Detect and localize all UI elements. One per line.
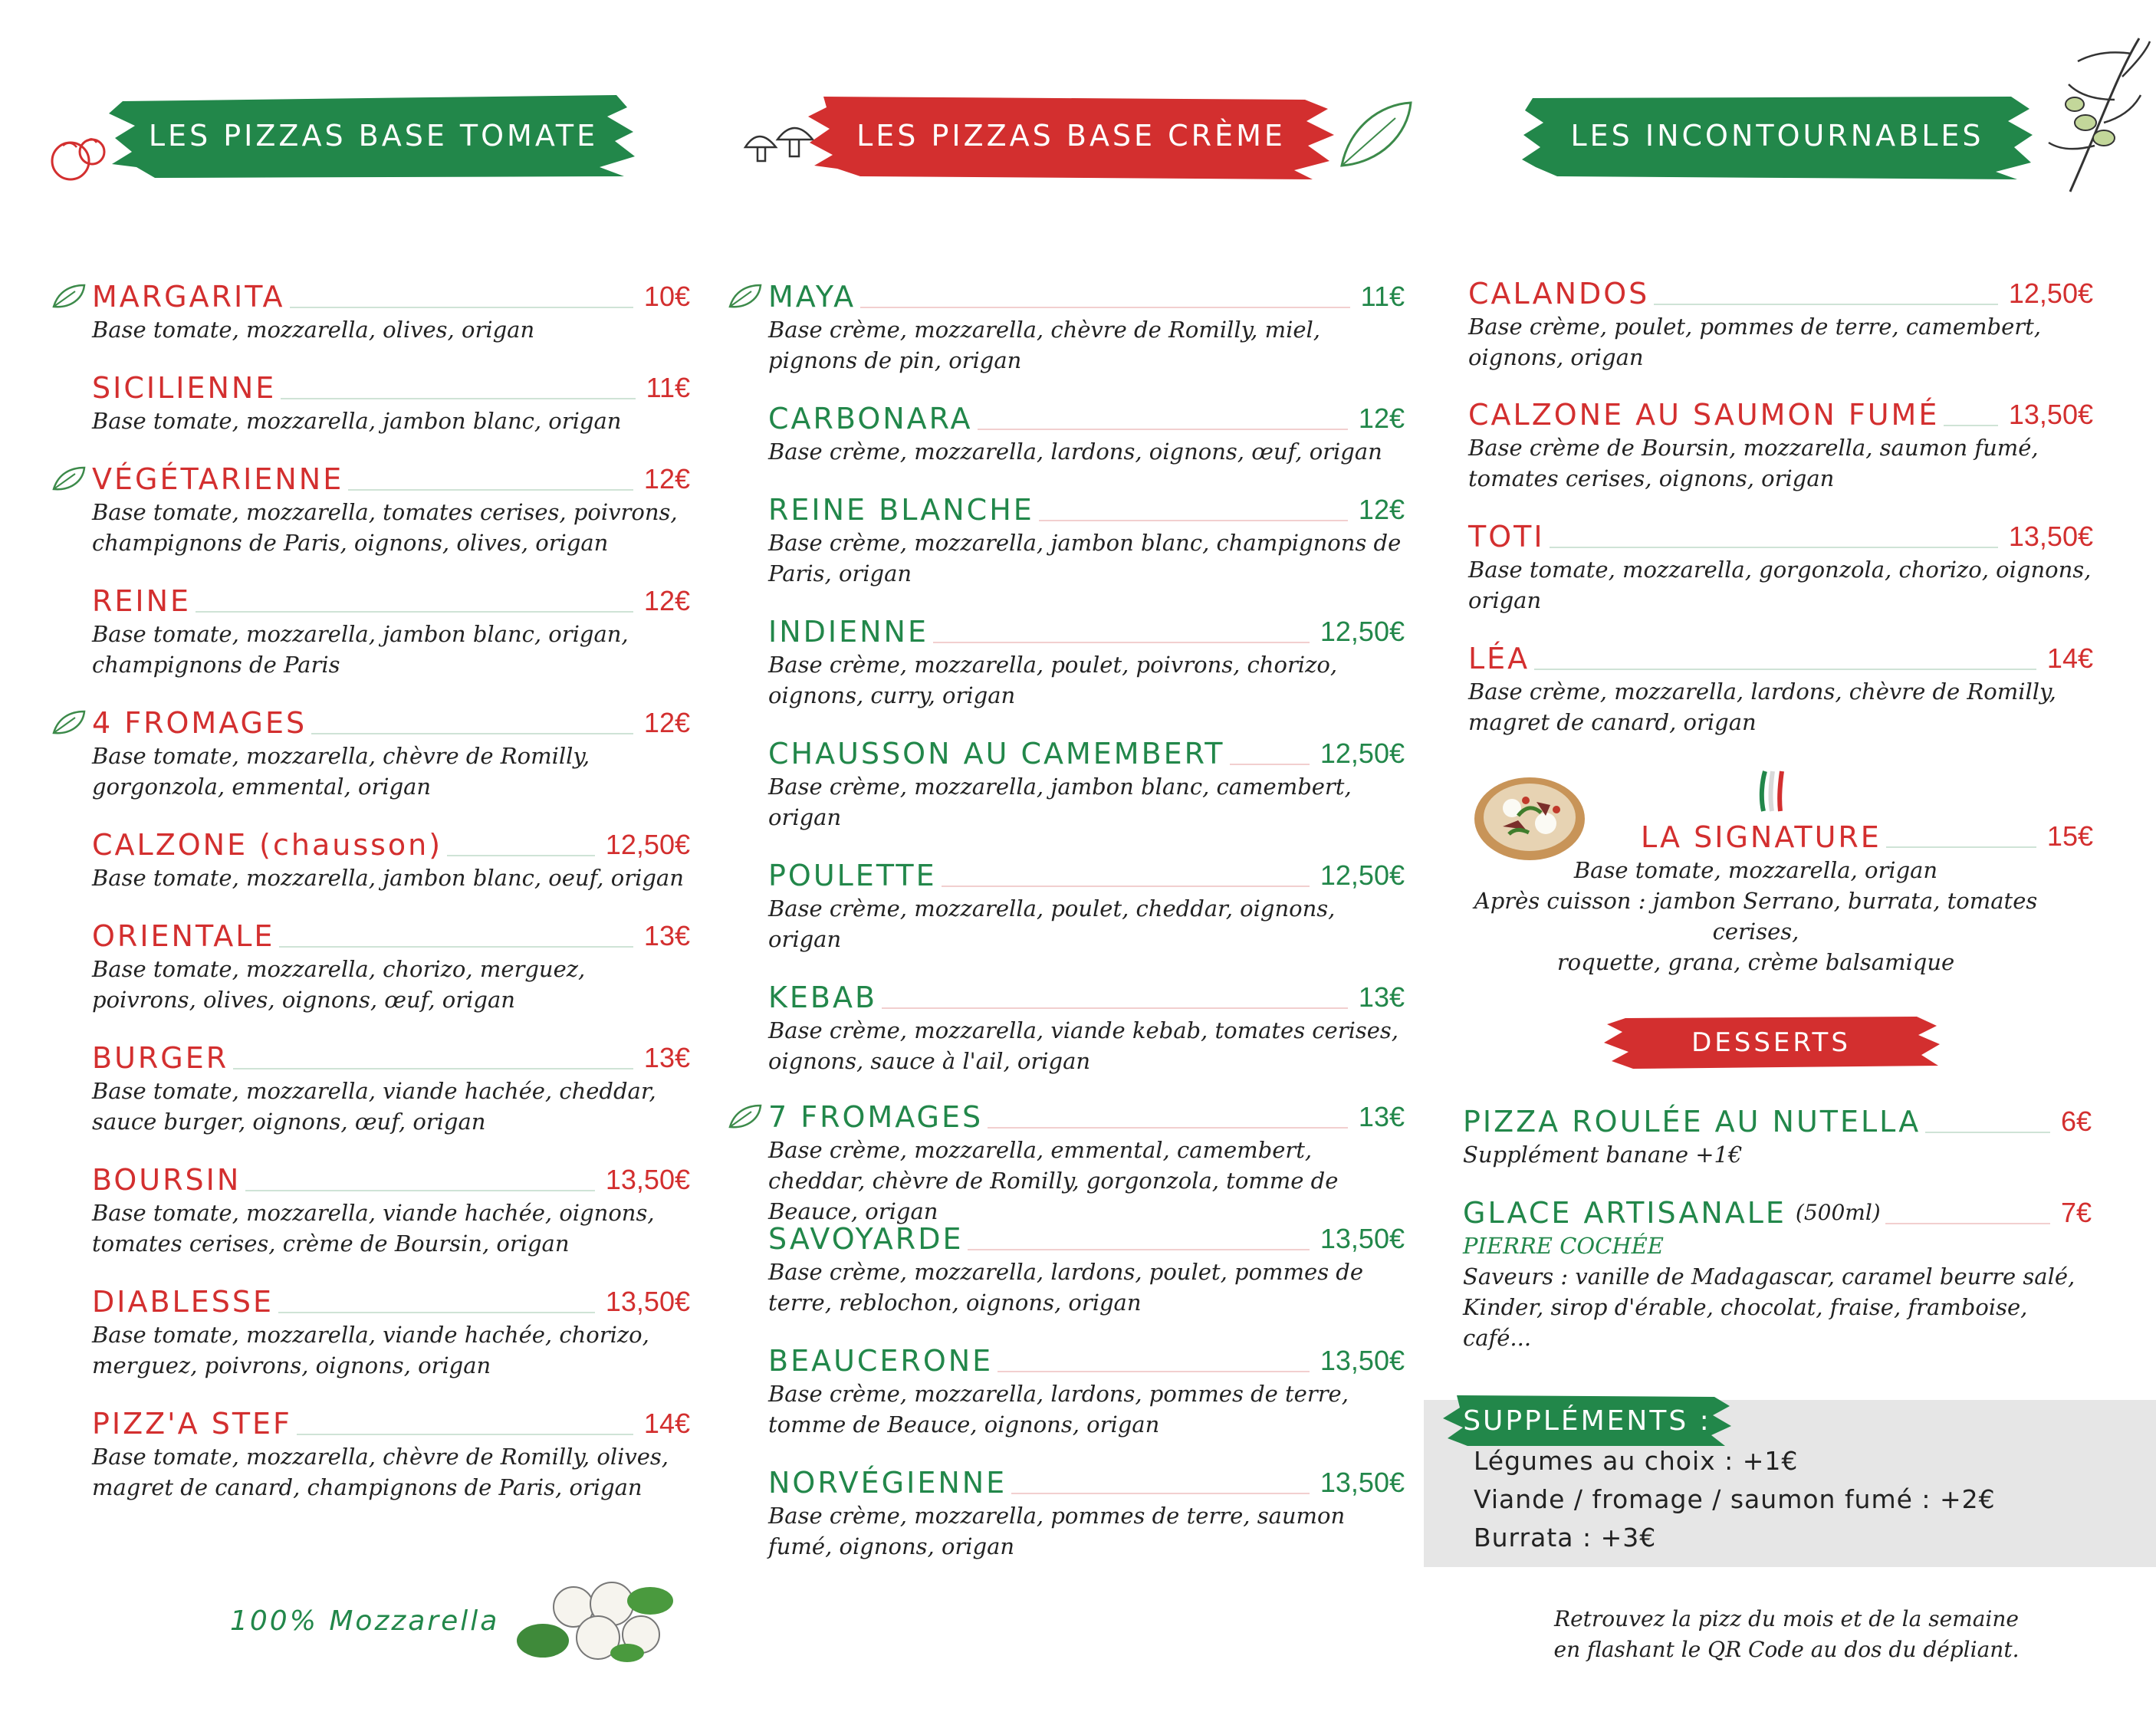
leader-line [978,429,1348,430]
item-name: CARBONARA [768,402,973,435]
leader-line [278,1312,595,1313]
item-name: PIZZ'A STEF [92,1407,292,1441]
item-name: PIZZA ROULÉE AU NUTELLA [1463,1105,1921,1138]
footer-line: Retrouvez la pizz du mois et de la semaine [1554,1606,2019,1631]
item-name: MAYA [768,280,856,314]
item-description: Base tomate, mozzarella, chèvre de Romilly, olives, magret de canard, champignons de Paris, origan [92,1444,669,1500]
item-price: 12,50€ [1320,738,1405,769]
menu-item-calzone-saumon [1468,397,2093,494]
leader-line [942,886,1310,887]
signature-desc-line: Base tomate, mozzarella, origan [1573,857,1938,883]
item-description: Base crème, mozzarella, chèvre de Romilly, miel, pignons de pin, origan [768,317,1321,373]
item-name: GLACE ARTISANALE [1463,1196,1786,1230]
menu-item-toti [1468,519,2093,616]
menu-item-4-fromages [92,705,690,802]
item-price: 12€ [643,463,690,495]
header-creme [807,90,1336,181]
menu-item-burger [92,1040,690,1137]
item-price: 12,50€ [605,829,690,860]
item-price: 13€ [1358,1101,1405,1132]
item-name: SICILIENNE [92,371,277,405]
footer-line: en flashant le QR Code au dos du dépliant. [1553,1637,2020,1662]
item-price: 7€ [2060,1197,2092,1228]
item-description: Base tomate, mozzarella, viande hachée, oignons, tomates cerises, crème de Boursin, origan [92,1200,655,1257]
item-description: Base crème, mozzarella, poulet, poivrons, chorizo, oignons, curry, origan [768,652,1338,708]
item-description: Base crème, poulet, pommes de terre, camembert, oignons, origan [1468,314,2041,370]
signature-name: LA SIGNATURE [1641,820,1882,854]
leader-line [882,1007,1348,1009]
item-name: DIABLESSE [92,1285,274,1319]
item-description: Base tomate, mozzarella, jambon blanc, oeuf, origan [92,865,684,891]
item-description: Base tomate, mozzarella, gorgonzola, chorizo, oignons, origan [1468,557,2092,613]
brand-name: PIERRE COCHÉE [1463,1233,1664,1259]
leader-line [297,1434,633,1435]
pizza-photo [1472,770,1587,865]
leader-line [1039,520,1348,521]
item-description: Base tomate, mozzarella, chèvre de Romilly, gorgonzola, emmental, origan [92,743,590,800]
item-price: 13,50€ [1320,1467,1405,1498]
item-name: ORIENTALE [92,919,275,953]
item-size: (500ml) [1795,1200,1881,1225]
item-price: 13,50€ [605,1164,690,1195]
menu-item-norvegienne [768,1465,1405,1562]
menu-item-vegetarienne [92,462,690,558]
item-price: 13,50€ [1320,1345,1405,1376]
item-name: SAVOYARDE [768,1222,964,1256]
item-description: Base crème de Boursin, mozzarella, saumon fumé, tomates cerises, oignons, origan [1468,435,2039,491]
item-name: 4 FROMAGES [92,706,307,740]
menu-item-kebab [768,980,1405,1076]
item-description: Supplément banane +1€ [1463,1142,1743,1168]
item-price: 11€ [1360,281,1405,312]
header-incontournables [1520,90,2034,181]
item-name: CALZONE AU SAUMON FUMÉ [1468,398,1940,432]
menu-item-calandos [1468,276,2093,373]
item-description: Base crème, mozzarella, jambon blanc, camembert, origan [768,774,1352,830]
item-price: 13,50€ [605,1286,690,1317]
item-name: POULETTE [768,859,937,892]
menu-item-lea [1468,641,2093,738]
item-description: Base crème, mozzarella, lardons, oignons, œuf, origan [768,439,1382,465]
item-price: 14€ [643,1408,690,1439]
leader-line [933,642,1310,643]
leader-line [447,855,595,856]
item-price: 14€ [2046,642,2093,674]
menu-item-orientale [92,918,690,1015]
leader-line [860,307,1350,308]
leader-line [279,946,633,948]
item-name: INDIENNE [768,615,928,649]
header-supplements-label: SUPPLÉMENTS : [1463,1405,1711,1437]
menu-item-chausson-camembert [768,736,1405,833]
item-name: MARGARITA [92,280,285,314]
item-description: Base crème, mozzarella, lardons, pommes de terre, tomme de Beauce, oignons, origan [768,1381,1349,1438]
item-description: Base crème, mozzarella, viande kebab, tomates cerises, oignons, sauce à l'ail, origan [768,1017,1398,1074]
item-description: Base tomate, mozzarella, jambon blanc, origan [92,408,622,434]
menu-item-sicilienne [92,370,690,436]
signature-price: 15€ [2046,820,2093,852]
italian-flag-icon [1759,770,1785,813]
vegetarian-leaf-icon [728,284,762,310]
mozzarella-note: 100% Mozzarella [230,1605,500,1637]
item-price: 13,50€ [2008,399,2093,430]
vegetarian-leaf-icon [728,1104,762,1130]
item-price: 12€ [1358,494,1405,525]
basil-leaf-icon [1334,97,1418,173]
item-price: 12€ [1358,402,1405,434]
vegetarian-leaf-icon [52,710,86,736]
leader-line [1886,846,2036,848]
mushroom-icon [741,121,816,170]
item-name: 7 FROMAGES [768,1100,984,1134]
leader-line [245,1190,595,1191]
item-name: TOTI [1468,520,1545,554]
item-description: Base tomate, mozzarella, viande hachée, chorizo, merguez, poivrons, oignons, origan [92,1322,649,1378]
leader-line [196,611,633,613]
item-price: 13,50€ [2008,521,2093,552]
leader-line [1550,547,1998,548]
menu-item-maya [768,279,1405,376]
item-name: VÉGÉTARIENNE [92,462,344,496]
item-name: REINE [92,584,192,618]
item-price: 12,50€ [1320,859,1405,891]
item-price: 13€ [643,1042,690,1073]
leader-line [1885,1223,2050,1224]
item-description: Base crème, mozzarella, poulet, cheddar, oignons, origan [768,895,1336,952]
item-name: BURGER [92,1041,229,1075]
menu-item-7-fromages [768,1099,1405,1227]
item-description: Base tomate, mozzarella, jambon blanc, origan, champignons de Paris [92,621,629,678]
menu-item-poulette [768,858,1405,955]
item-price: 11€ [646,372,690,403]
leader-line [1925,1132,2050,1133]
leader-line [348,489,633,491]
item-description: Base crème, mozzarella, lardons, chèvre de Romilly, magret de canard, origan [1468,678,2056,735]
header-desserts [1602,1014,1940,1072]
header-desserts-label: DESSERTS [1691,1027,1851,1058]
item-description: Base crème, mozzarella, pommes de terre, saumon fumé, oignons, origan [768,1503,1346,1559]
leader-line [1944,425,1998,426]
item-name: CALZONE (chausson) [92,828,443,862]
menu-item-savoyarde [768,1221,1405,1318]
supplement-line: Légumes au choix : +1€ [1474,1446,1799,1476]
item-description: Base tomate, mozzarella, viande hachée, cheddar, sauce burger, oignons, œuf, origan [92,1078,656,1135]
dessert-item-glace [1463,1195,2092,1353]
item-price: 13€ [643,920,690,951]
leader-line [281,398,635,399]
menu-item-diablesse [92,1284,690,1381]
vegetarian-leaf-icon [52,466,86,492]
menu-item-reine [92,583,690,680]
signature-description [1441,855,2070,978]
signature-desc-line: roquette, grana, crème balsamique [1556,949,1955,975]
menu-item-beaucerone [768,1343,1405,1440]
leader-line [968,1249,1309,1250]
item-name: BEAUCERONE [768,1344,994,1378]
olive-branch-icon [2024,31,2151,199]
menu-item-pizza-stef [92,1406,690,1503]
item-name: KEBAB [768,981,878,1014]
header-tomate [109,90,638,181]
leader-line [311,733,633,734]
mozzarella-basil-illustration [512,1573,689,1665]
menu-item-boursin [92,1162,690,1259]
item-description: Base crème, mozzarella, emmental, camembert, cheddar, chèvre de Romilly, gorgonzola, tomme de Beauce, origan [768,1137,1339,1224]
tomato-icon [44,132,113,182]
item-price: 6€ [2060,1106,2092,1137]
item-name: REINE BLANCHE [768,493,1034,527]
item-price: 13,50€ [1320,1223,1405,1254]
signature-desc-line: Après cuisson : jambon Serrano, burrata, tomates cerises, [1474,888,2038,945]
footer-note [1503,1604,2070,1665]
menu-item-margarita [92,279,690,345]
supplement-line: Viande / fromage / saumon fumé : +2€ [1474,1484,1996,1514]
item-description: Saveurs : vanille de Madagascar, caramel beurre salé, Kinder, sirop d'érable, chocolat, fraise, framboise, café... [1463,1263,2075,1351]
signature-head [1641,819,2093,854]
item-name: LÉA [1468,642,1530,675]
menu-item-reine-blanche [768,492,1405,589]
header-creme-label: LES PIZZAS BASE CRÈME [856,119,1286,153]
item-price: 12,50€ [1320,616,1405,647]
leader-line [1654,304,1998,305]
menu-item-indienne [768,614,1405,711]
supplement-line: Burrata : +3€ [1474,1523,1657,1552]
item-description: Base crème, mozzarella, lardons, poulet, pommes de terre, reblochon, oignons, origan [768,1259,1364,1316]
leader-line [1534,669,2036,670]
item-price: 13€ [1358,981,1405,1013]
dessert-item-nutella [1463,1104,2092,1170]
leader-line [1230,764,1310,765]
item-description: Base tomate, mozzarella, chorizo, merguez, poivrons, olives, oignons, œuf, origan [92,956,586,1013]
leader-line [233,1068,633,1070]
leader-line [997,1371,1310,1372]
item-price: 12€ [643,707,690,738]
header-tomate-label: LES PIZZAS BASE TOMATE [148,119,599,153]
item-name: CALANDOS [1468,277,1650,310]
header-supplements [1441,1392,1733,1449]
menu-item-carbonara [768,401,1405,467]
item-name: BOURSIN [92,1163,242,1197]
menu-item-calzone [92,827,690,893]
vegetarian-leaf-icon [52,284,86,310]
leader-line [290,307,633,308]
item-description: Base tomate, mozzarella, tomates cerises, poivrons, champignons de Paris, oignons, olives, origan [92,499,678,556]
item-price: 12€ [643,585,690,616]
item-description: Base tomate, mozzarella, olives, origan [92,317,535,343]
item-name: NORVÉGIENNE [768,1466,1007,1500]
item-price: 12,50€ [2008,278,2093,309]
item-name: CHAUSSON AU CAMEMBERT [768,737,1225,770]
leader-line [988,1127,1348,1129]
header-incontournables-label: LES INCONTOURNABLES [1570,119,1984,153]
leader-line [1011,1493,1310,1494]
item-description: Base crème, mozzarella, jambon blanc, champignons de Paris, origan [768,530,1402,586]
item-price: 10€ [643,281,690,312]
